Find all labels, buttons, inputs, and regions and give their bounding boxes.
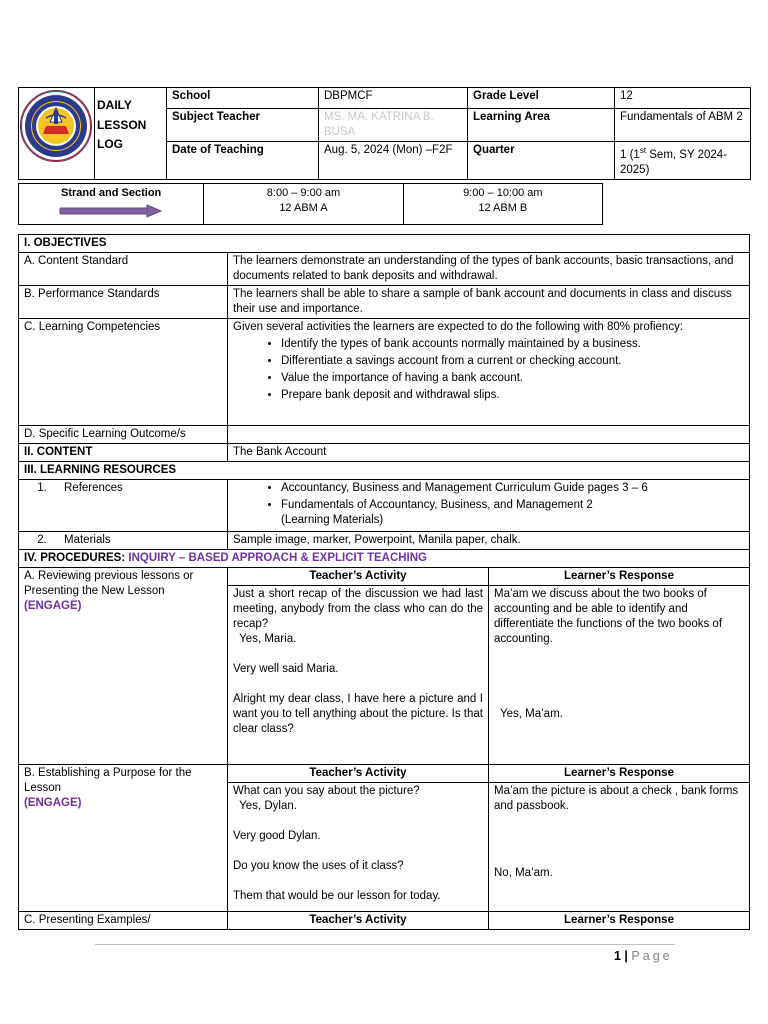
materials-label: 2. Materials <box>50 533 222 548</box>
slot-1-time: 8:00 – 9:00 am <box>266 187 341 199</box>
quarter-value-pre: 1 (1 <box>620 148 640 161</box>
materials-label-cell <box>19 532 228 550</box>
slot-1-cell <box>204 184 403 225</box>
references-label: 1. References <box>50 481 222 496</box>
section-a-learner-line: Yes, Ma’am. <box>500 708 563 720</box>
section-a-teacher-line: Just a short recap of the discussion we had last meeting, anybody from the class who can do the recap? <box>233 588 483 630</box>
materials-row <box>19 532 750 550</box>
slot-2-cell <box>403 184 602 225</box>
competency-item: • Value the importance of having a bank account. <box>281 371 744 386</box>
section-c-learner-col: Learner’s Response <box>489 912 750 930</box>
references-list <box>233 481 744 513</box>
content-heading: II. CONTENT <box>19 444 228 462</box>
section-b-learner-line: No, Ma’am. <box>494 867 553 879</box>
section-b-learner-cell <box>489 783 750 912</box>
section-a-learner-cell <box>489 586 750 765</box>
section-b-label-cell <box>19 765 228 912</box>
quarter-value <box>615 142 751 180</box>
section-a-header-row <box>19 568 750 586</box>
quarter-value-post: Sem, SY 2024-2025) <box>620 148 728 176</box>
procedures-heading-cell <box>19 550 750 568</box>
page-number-separator: | <box>620 949 632 963</box>
header-table <box>18 87 751 180</box>
section-a-learner-col: Learner’s Response <box>489 568 750 586</box>
competency-item: • Differentiate a savings account from a current or checking account. <box>281 354 744 369</box>
section-b-teacher-line: Yes, Dylan. <box>233 800 297 812</box>
section-c-teacher-col: Teacher’s Activity <box>228 912 489 930</box>
procedures-heading: IV. PROCEDURES: <box>24 552 129 564</box>
slot-2-time: 9:00 – 10:00 am <box>463 187 543 199</box>
section-a-teacher-line: Very well said Maria. <box>233 663 339 675</box>
content-value: The Bank Account <box>228 444 750 462</box>
section-c-header-row <box>19 912 750 930</box>
section-a-teacher-cell <box>228 586 489 765</box>
reference-item: • Accountancy, Business and Management Curriculum Guide pages 3 – 6 <box>281 481 744 496</box>
dll-title-line-3: LOG <box>97 137 123 151</box>
procedures-heading-row <box>19 550 750 568</box>
school-logo-cell <box>19 88 95 180</box>
grade-value: 12 <box>615 88 751 109</box>
competencies-row <box>19 319 750 426</box>
page-word: Page <box>631 949 673 963</box>
lesson-table <box>18 234 750 930</box>
section-b-learner-line: Ma’am the picture is about a check , bank forms and passbook. <box>494 785 739 812</box>
resources-heading: III. LEARNING RESOURCES <box>19 462 750 480</box>
grade-label: Grade Level <box>468 88 615 109</box>
page-number <box>614 949 673 963</box>
section-c-label: C. Presenting Examples/ <box>19 912 228 930</box>
section-b-teacher-cell <box>228 783 489 912</box>
objectives-heading: I. OBJECTIVES <box>19 235 750 253</box>
dll-title-cell <box>95 88 167 180</box>
competency-item: • Prepare bank deposit and withdrawal slips. <box>281 388 744 403</box>
section-b-teacher-line: Them that would be our lesson for today. <box>233 890 441 902</box>
performance-text: The learners shall be able to share a sample of bank account and documents in class and discuss their use and importance. <box>228 286 750 319</box>
date-label: Date of Teaching <box>167 142 319 180</box>
footer-divider <box>95 944 675 945</box>
performance-label: B. Performance Standards <box>19 286 228 319</box>
section-a-teacher-line: Yes, Maria. <box>233 633 297 645</box>
section-a-tag: (ENGAGE) <box>24 600 82 612</box>
section-b-teacher-line: What can you say about the picture? <box>233 785 420 797</box>
arrow-right-icon <box>59 204 163 218</box>
section-b-learner-col: Learner’s Response <box>489 765 750 783</box>
page-number-value: 1 <box>614 949 621 963</box>
section-b-header-row <box>19 765 750 783</box>
content-standard-row <box>19 253 750 286</box>
teacher-value: MS. MA. KATRINA B. BUSA <box>319 109 468 142</box>
dll-title-line-2: LESSON <box>97 117 147 132</box>
resources-heading-row <box>19 462 750 480</box>
school-seal-icon <box>19 88 93 164</box>
area-label: Learning Area <box>468 109 615 142</box>
quarter-value-sup: st <box>639 146 647 155</box>
competencies-list <box>233 337 744 403</box>
teacher-label: Subject Teacher <box>167 109 319 142</box>
area-value: Fundamentals of ABM 2 <box>615 109 751 142</box>
performance-row <box>19 286 750 319</box>
section-b-teacher-col: Teacher’s Activity <box>228 765 489 783</box>
slot-1-section: 12 ABM A <box>279 202 328 214</box>
slot-2-section: 12 ABM B <box>478 202 528 214</box>
content-standard-label: A. Content Standard <box>19 253 228 286</box>
strand-label: Strand and Section <box>61 187 162 199</box>
school-value: DBPMCF <box>319 88 468 109</box>
strand-label-cell <box>19 184 204 225</box>
strand-section-table <box>18 183 603 225</box>
materials-label-list <box>24 533 222 548</box>
section-a-learner-line: Ma’am we discuss about the two books of accounting and be able to identify and differentiate the functions of the two books of accounting. <box>494 588 723 645</box>
content-standard-text: The learners demonstrate an understanding of the types of bank accounts, basic transactions, and documents related to bank deposits and withdrawal. <box>228 253 750 286</box>
competencies-intro: Given several activities the learners are expected to do the following with 80% profiency: <box>233 321 684 333</box>
competency-item: • Identify the types of bank accounts normally maintained by a business. <box>281 337 744 352</box>
materials-text: Sample image, marker, Powerpoint, Manila paper, chalk. <box>228 532 750 550</box>
procedures-approach: INQUIRY – BASED APPROACH & EXPLICIT TEACHING <box>128 552 427 564</box>
references-label-cell <box>19 480 228 532</box>
section-b-teacher-line: Very good Dylan. <box>233 830 321 842</box>
section-a-teacher-col: Teacher’s Activity <box>228 568 489 586</box>
references-row <box>19 480 750 532</box>
section-b-teacher-line: Do you know the uses of it class? <box>233 860 404 872</box>
dll-title-line-1: DAILY <box>97 98 132 112</box>
outcome-text <box>228 426 750 444</box>
date-value: Aug. 5, 2024 (Mon) –F2F <box>319 142 468 180</box>
competencies-label: C. Learning Competencies <box>19 319 228 426</box>
references-cell <box>228 480 750 532</box>
section-a-label-cell <box>19 568 228 765</box>
section-a-teacher-line: Alright my dear class, I have here a picture and I want you to tell anything about the picture. Is that clear class? <box>233 693 483 735</box>
objectives-heading-row <box>19 235 750 253</box>
reference-item: • Fundamentals of Accountancy, Business, and Management 2 <box>281 498 744 513</box>
outcome-label: D. Specific Learning Outcome/s <box>19 426 228 444</box>
section-a-label: A. Reviewing previous lessons or Presenting the New Lesson <box>24 570 194 597</box>
competencies-cell <box>228 319 750 426</box>
references-note: (Learning Materials) <box>281 514 384 526</box>
references-label-list <box>24 481 222 496</box>
section-b-tag: (ENGAGE) <box>24 797 82 809</box>
content-row <box>19 444 750 462</box>
school-label: School <box>167 88 319 109</box>
quarter-label: Quarter <box>468 142 615 180</box>
section-b-label: B. Establishing a Purpose for the Lesson <box>24 767 192 794</box>
outcome-row <box>19 426 750 444</box>
